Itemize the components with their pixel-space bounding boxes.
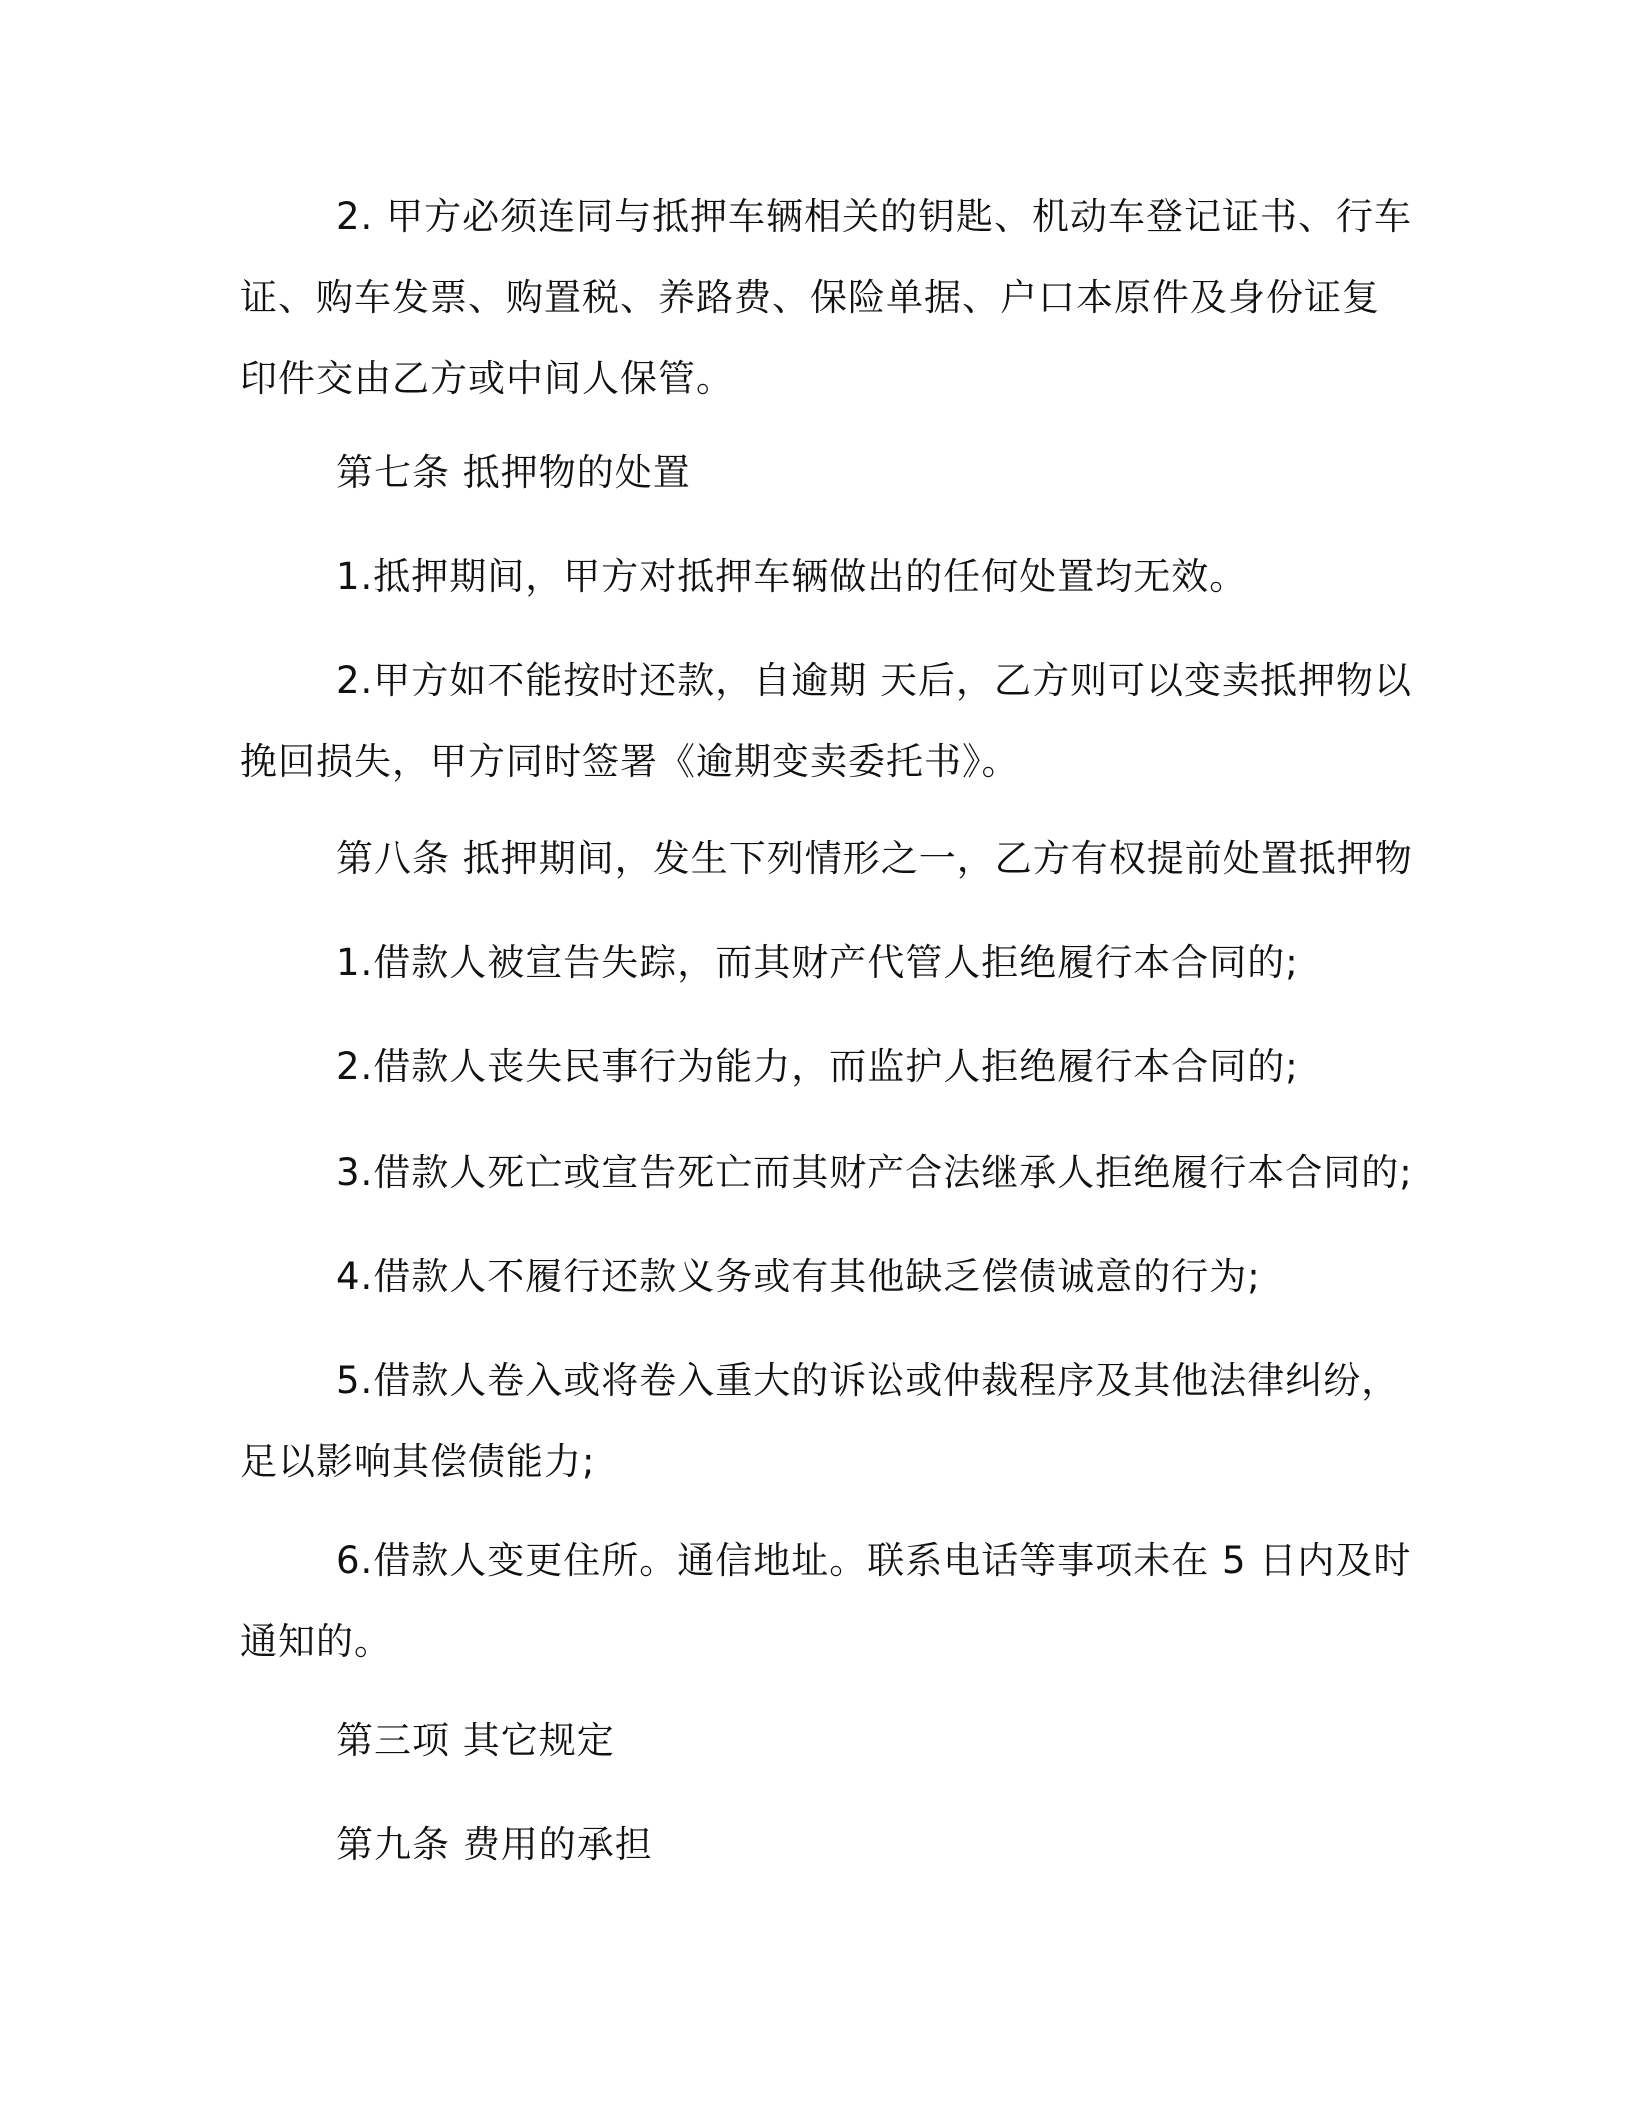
paragraph-line: 挽回损失，甲方同时签署《逾期变卖委托书》。	[240, 740, 1020, 783]
section-3-heading	[240, 1700, 1400, 1781]
paragraph-line: 6.借款人变更住所。通信地址。联系电话等事项未在 5 日内及时	[336, 1539, 1412, 1582]
paragraph-line: 2.借款人丧失民事行为能力，而监护人拒绝履行本合同的;	[336, 1045, 1299, 1088]
paragraph-disposal-invalid	[240, 536, 1400, 617]
paragraph-key-handover	[240, 176, 1413, 419]
list-item-3	[240, 1132, 1413, 1213]
paragraph-line: 5.借款人卷入或将卷入重大的诉讼或仲裁程序及其他法律纠纷，	[336, 1359, 1400, 1402]
paragraph-line: 1.抵押期间，甲方对抵押车辆做出的任何处置均无效。	[336, 555, 1248, 598]
paragraph-line: 证、购车发票、购置税、养路费、保险单据、户口本原件及身份证复	[240, 276, 1380, 319]
paragraph-line: 第九条 费用的承担	[336, 1823, 653, 1866]
paragraph-line: 足以影响其偿债能力;	[240, 1440, 596, 1483]
paragraph-line: 4.借款人不履行还款义务或有其他缺乏偿债诚意的行为;	[336, 1255, 1261, 1298]
paragraph-line: 第七条 抵押物的处置	[336, 451, 691, 494]
paragraph-line: 1.借款人被宣告失踪，而其财产代管人拒绝履行本合同的;	[336, 941, 1299, 984]
paragraph-line: 2.甲方如不能按时还款，自逾期 天后，乙方则可以变卖抵押物以	[336, 659, 1413, 702]
paragraph-line: 印件交由乙方或中间人保管。	[240, 357, 734, 400]
paragraph-line: 2. 甲方必须连同与抵押车辆相关的钥匙、机动车登记证书、行车	[336, 195, 1413, 238]
paragraph-line: 第八条 抵押期间，发生下列情形之一，乙方有权提前处置抵押物	[336, 837, 1413, 880]
article-7-heading	[240, 432, 1400, 513]
list-item-5	[240, 1340, 1400, 1502]
list-item-2	[240, 1026, 1400, 1107]
paragraph-line: 通知的。	[240, 1620, 392, 1663]
paragraph-line: 第三项 其它规定	[336, 1719, 615, 1762]
article-8-heading	[240, 818, 1413, 899]
list-item-1	[240, 922, 1400, 1003]
list-item-6	[240, 1520, 1412, 1682]
paragraph-line: 3.借款人死亡或宣告死亡而其财产合法继承人拒绝履行本合同的;	[336, 1151, 1413, 1194]
article-9-heading	[240, 1804, 1400, 1885]
paragraph-overdue-sale	[240, 640, 1413, 802]
list-item-4	[240, 1236, 1400, 1317]
